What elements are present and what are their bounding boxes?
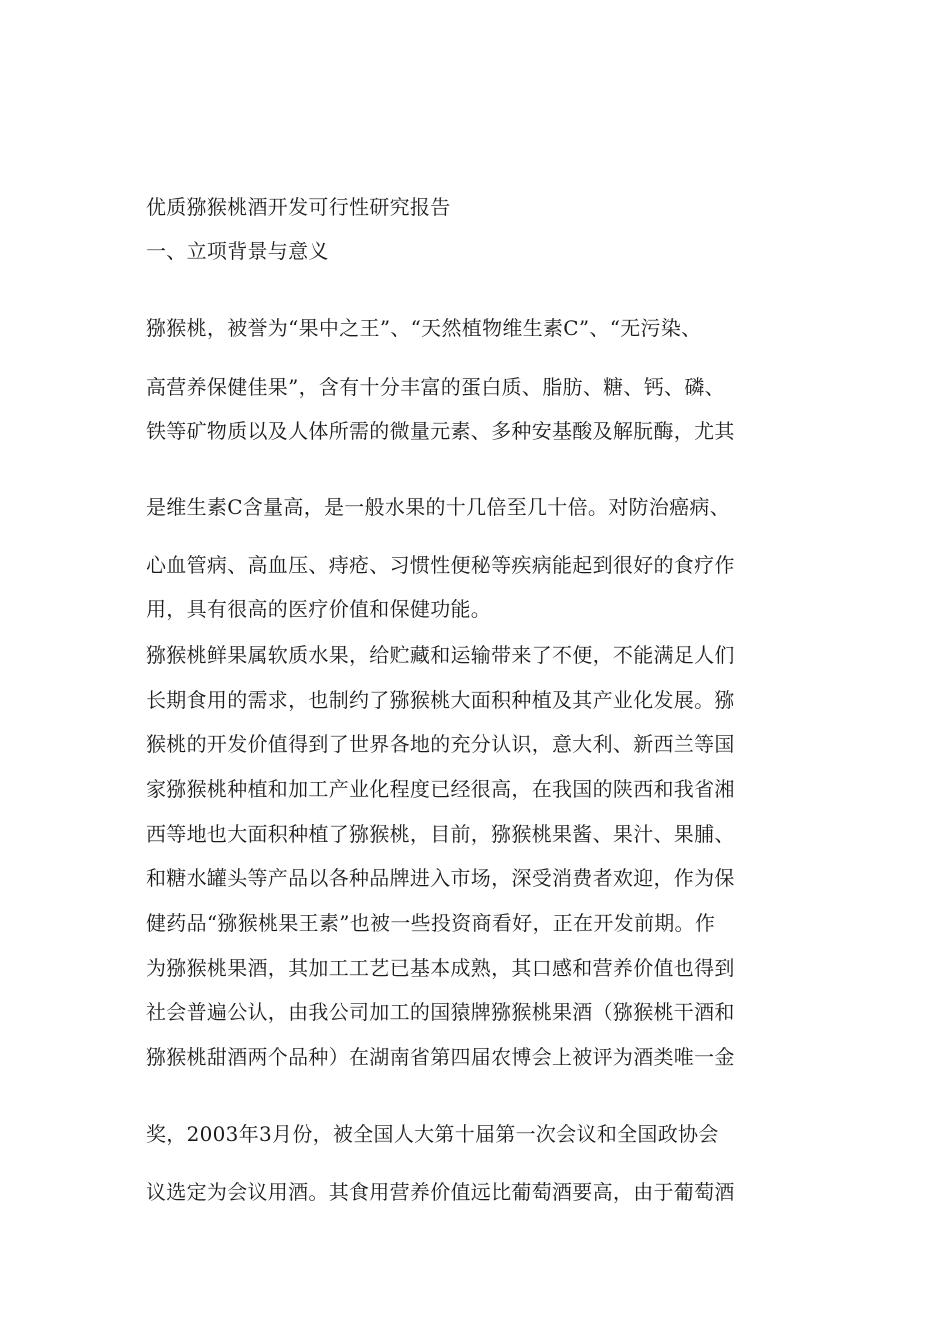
body-line: 用，具有很高的医疗价值和保健功能。 (146, 597, 492, 621)
body-line: 家猕猴桃种植和加工产业化程度已经很高，在我国的陕西和我省湘 (146, 777, 735, 801)
body-line: 猕猴桃甜酒两个品种）在湖南省第四届农博会上被评为酒类唯一金 (146, 1045, 735, 1069)
body-line: 长期食用的需求，也制约了猕猴桃大面积种植及其产业化发展。猕 (146, 688, 735, 712)
body-line: 猕猴桃鲜果属软质水果，给贮藏和运输带来了不便，不能满足人们 (146, 643, 735, 667)
body-line: 奖，2003年3月份，被全国人大第十届第一次会议和全国政协会 (146, 1122, 719, 1146)
body-line: 为猕猴桃果酒，其加工工艺已基本成熟，其口感和营养价值也得到 (146, 956, 735, 980)
body-line: 社会普遍公认，由我公司加工的国猿牌猕猴桃果酒（猕猴桃干酒和 (146, 1000, 735, 1024)
body-line: 猕猴桃，被誉为“果中之王”、“天然植物维生素C”、“无污染、 (146, 316, 702, 340)
body-line: 是维生素C含量高，是一般水果的十几倍至几十倍。对防治癌病、 (146, 495, 731, 519)
body-line: 猴桃的开发价值得到了世界各地的充分认识，意大利、新西兰等国 (146, 732, 735, 756)
body-line: 铁等矿物质以及人体所需的微量元素、多种安基酸及解朊酶，尤其 (146, 419, 735, 443)
body-line: 高营养保健佳果”，含有十分丰富的蛋白质、脂肪、糖、钙、磷、 (146, 375, 725, 399)
body-line: 议选定为会议用酒。其食用营养价值远比葡萄酒要高，由于葡萄酒 (146, 1180, 735, 1204)
section-heading: 一、立项背景与意义 (146, 239, 329, 263)
body-line: 西等地也大面积种植了猕猴桃，目前，猕猴桃果酱、果汁、果脯、 (146, 822, 735, 846)
document-title: 优质猕猴桃酒开发可行性研究报告 (146, 195, 451, 219)
body-line: 心血管病、高血压、痔疮、习惯性便秘等疾病能起到很好的食疗作 (146, 553, 735, 577)
body-line: 健药品“猕猴桃果王素”也被一些投资商看好，正在开发前期。作 (146, 911, 716, 935)
body-line: 和糖水罐头等产品以各种品牌进入市场，深受消费者欢迎，作为保 (146, 866, 735, 890)
